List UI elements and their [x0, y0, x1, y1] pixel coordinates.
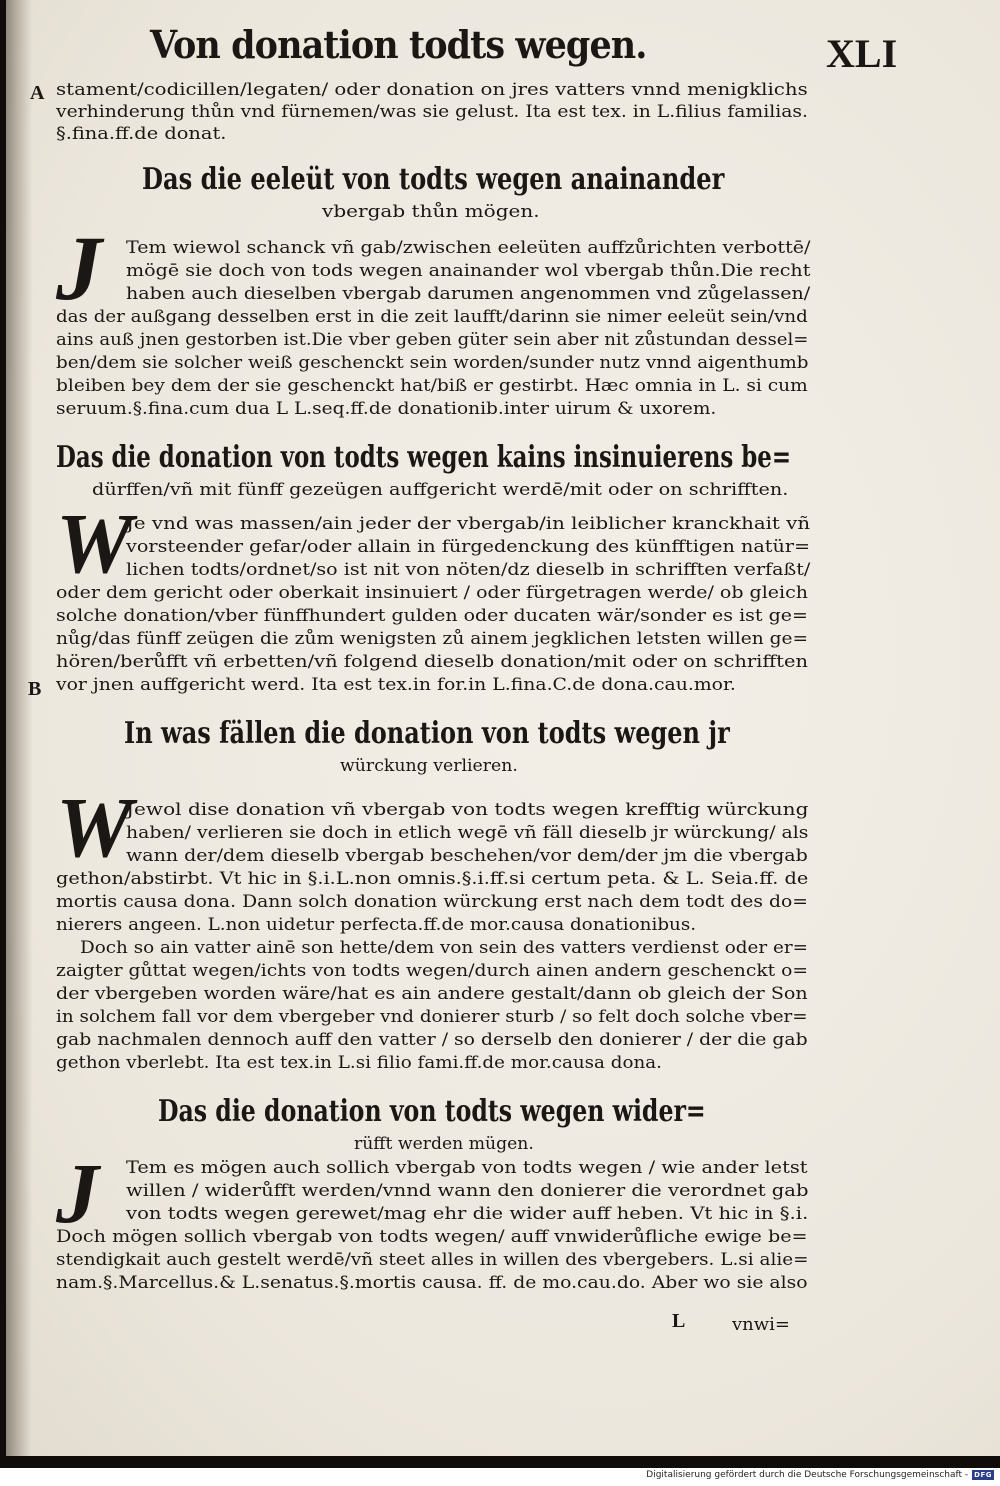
text-line: seruum.§.fina.cum dua L L.seq.ff.de donationib.inter uirum & uxorem. — [56, 399, 717, 419]
text-line: gethon/abstirbt. Vt hic in §.i.L.non omnis.§.i.ff.si certum peta. & L. Seia.ff. de — [56, 869, 809, 889]
initial-letter: W — [56, 779, 133, 875]
text-line: Doch mögen sollich vbergab von todts wegen/ auff vnwiderůfliche ewige be= — [56, 1227, 808, 1247]
text-line: oder dem gericht oder oberkait insinuiert / oder fürgetragen werde/ ob gleich — [56, 583, 808, 603]
text-line: ains auß jnen gestorben ist.Die vber geben güter sein aber nit zůstundan dessel= — [56, 330, 809, 350]
text-line: lichen todts/ordnet/so ist nit von nöten/dz dieselb in schrifften verfaßt/ — [126, 560, 811, 580]
text-line: nam.§.Marcellus.& L.senatus.§.mortis causa. ff. de mo.cau.do. Aber wo sie also — [56, 1273, 808, 1293]
section-subheading: rüfft werden mügen. — [354, 1134, 534, 1154]
text-line: von todts wegen gerewet/mag ehr die wider auff heben. Vt hic in §.i. — [126, 1204, 809, 1224]
text-line: stament/codicillen/legaten/ oder donation on jres vatters vnnd menigklichs — [56, 80, 808, 100]
text-line: Doch so ain vatter ainē son hette/dem von sein des vatters verdienst oder er= — [80, 938, 809, 958]
text-line: haben auch dieselben vbergab darumen angenommen vnd zůgelassen/ — [126, 284, 811, 304]
catchword: vnwi= — [732, 1314, 791, 1335]
catchword-letter: L — [672, 1310, 686, 1332]
text-line: willen / widerůfft werden/vnnd wann den donierer die verordnet gab — [126, 1181, 809, 1201]
text-line: in solchem fall vor dem vbergeber vnd donierer sturb / so felt doch solche vber= — [56, 1007, 808, 1027]
margin-letter-b: B — [28, 678, 42, 700]
text-line: wann der/dem dieselb vbergab beschehen/vor dem/der jm die vbergab — [126, 846, 808, 866]
text-line: bleiben bey dem der sie geschenckt hat/biß er gestirbt. Hæc omnia in L. si cum — [56, 376, 808, 396]
footer-text: Digitalisierung gefördert durch die Deutsche Forschungsgemeinschaft - — [646, 1470, 969, 1480]
text-line: gethon vberlebt. Ita est tex.in L.si filio fami.ff.de mor.causa dona. — [56, 1053, 662, 1073]
text-line: mortis causa dona. Dann solch donation würckung erst nach dem todt des do= — [56, 892, 808, 912]
text-line: vorsteender gefar/oder allain in fürgedenckung des künfftigen natür= — [126, 537, 811, 557]
text-line: solche donation/vber fünffhundert gulden oder ducaten wär/sonder es ist ge= — [56, 606, 808, 626]
digitization-footer — [646, 1470, 994, 1480]
text-line: vor jnen auffgericht werd. Ita est tex.in for.in L.fina.C.de dona.cau.mor. — [56, 675, 736, 695]
page-gutter-shadow — [6, 0, 32, 1456]
section-heading: Das die donation von todts wegen wider= — [158, 1094, 706, 1129]
running-title: Von donation todts wegen. — [150, 22, 647, 67]
folio-number: XLI — [826, 31, 898, 76]
dfg-logo-icon: DFG — [974, 1471, 992, 1479]
text-line: haben/ verlieren sie doch in etlich wegē vñ fäll dieselb jr würckung/ als — [126, 823, 809, 843]
text-line: §.fina.ff.de donat. — [56, 124, 227, 144]
text-line: mögē sie doch von tods wegen anainander wol vbergab thůn.Die recht — [126, 261, 811, 281]
initial-letter: W — [56, 495, 133, 591]
section-heading: In was fällen die donation von todts wegen jr — [124, 716, 730, 751]
text-line: der vbergeben worden wäre/hat es ain andere gestalt/dann ob gleich der Son — [56, 984, 808, 1004]
section-heading: Das die eeleüt von todts wegen anainander — [142, 162, 725, 197]
text-line: Jewol dise donation vñ vbergab von todts wegen krefftig würckung — [126, 800, 809, 820]
text-line: Tem wiewol schanck vñ gab/zwischen eeleüten auffzůrichten verbottē/ — [126, 238, 811, 258]
text-line: stendigkait auch gestelt werdē/vñ steet alles in willen des vbergebers. L.si alie= — [56, 1250, 809, 1270]
text-line: das der außgang desselben erst in die zeit laufft/darinn sie nimer eeleüt sein/vnd — [56, 307, 808, 327]
text-line: Tem es mögen auch sollich vbergab von todts wegen / wie ander letst — [126, 1158, 808, 1178]
text-line: hören/berůfft vñ erbetten/vñ folgend dieselb donation/mit oder on schrifften — [56, 652, 809, 672]
text-line: Je vnd was massen/ain jeder der vbergab/in leiblicher kranckhait vñ — [126, 514, 811, 534]
text-line: zaigter gůttat wegen/ichts von todts wegen/durch ainen andern geschenckt o= — [56, 961, 809, 981]
margin-letter-a: A — [30, 82, 45, 104]
text-line: gab nachmalen dennoch auff den vatter / so derselb den donierer / der die gab — [56, 1030, 808, 1050]
text-line: verhinderung thůn vnd fürnemen/was sie gelust. Ita est tex. in L.filius familias. — [56, 102, 808, 122]
section-subheading: dürffen/vñ mit fünff gezeügen auffgericht werdē/mit oder on schrifften. — [92, 480, 789, 500]
text-line: nierers angeen. L.non uidetur perfecta.ff.de mor.causa donationibus. — [56, 915, 697, 935]
section-subheading: vbergab thůn mögen. — [322, 202, 540, 222]
text-line: nůg/das fünff zeügen die zům wenigsten zů ainem jegklichen letsten willen ge= — [56, 629, 809, 649]
section-subheading: würckung verlieren. — [340, 756, 518, 776]
initial-letter: J — [56, 217, 102, 319]
section-heading: Das die donation von todts wegen kains insinuierens be= — [56, 440, 792, 475]
text-line: ben/dem sie solcher weiß geschenckt sein worden/sunder nutz vnnd aigenthumb — [56, 353, 809, 373]
initial-letter: J — [56, 1145, 99, 1241]
